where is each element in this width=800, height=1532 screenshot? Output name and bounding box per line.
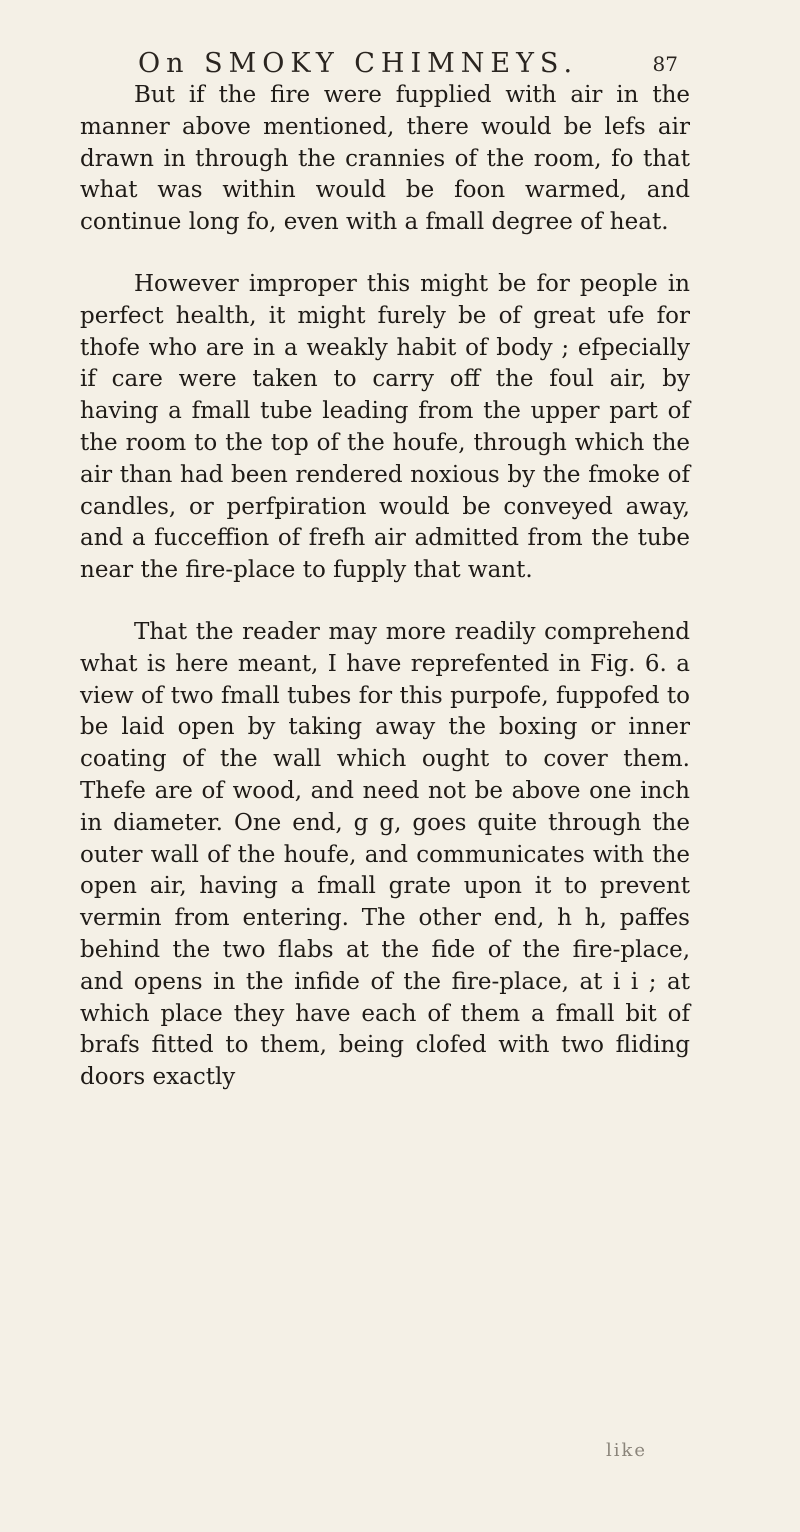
body-text bbox=[80, 80, 690, 1094]
running-header bbox=[138, 46, 678, 82]
paragraph-1: But if the fire were fupplied with air in the manner above mentioned, there would be lefs air drawn in through the crannies of the room, fo that what was within would be foon warmed, and continue long fo, even with a fmall degree of heat. bbox=[80, 82, 690, 236]
paragraph-3: That the reader may more readily comprehend what is here meant, I have reprefented in Fig. 6. a view of two fmall tubes for this purpofe, fuppofed to be laid open by taking away the boxing or inner coating of the wall which ought to cover them. Thefe are of wood, and need not be above one inch in diameter. One end, g g, goes quite through the outer wall of the houfe, and communicates with the open air, having a fmall grate upon it to prevent vermin from entering. The other end, h h, paffes behind the two flabs at the fide of the fire-place, and opens in the infide of the fire-place, at i i ; at which place they have each of them a fmall bit of brafs fitted to them, being clofed with two fliding doors exactly bbox=[80, 618, 690, 1091]
paragraph-2: However improper this might be for people in perfect health, it might furely be of great ufe for thofe who are in a weakly habit of body ; efpecially if care were taken to carry off the foul air, by having a fmall tube leading from the upper part of the room to the top of the houfe, through which the air than had been rendered noxious by the fmoke of candles, or perfpiration would be conveyed away, and a fucceffion of frefh air admitted from the tube near the fire-place to fupply that want. bbox=[80, 270, 690, 584]
catchword: like bbox=[606, 1440, 648, 1461]
running-title: On SMOKY CHIMNEYS. bbox=[138, 48, 579, 79]
page-number: 87 bbox=[652, 52, 678, 76]
